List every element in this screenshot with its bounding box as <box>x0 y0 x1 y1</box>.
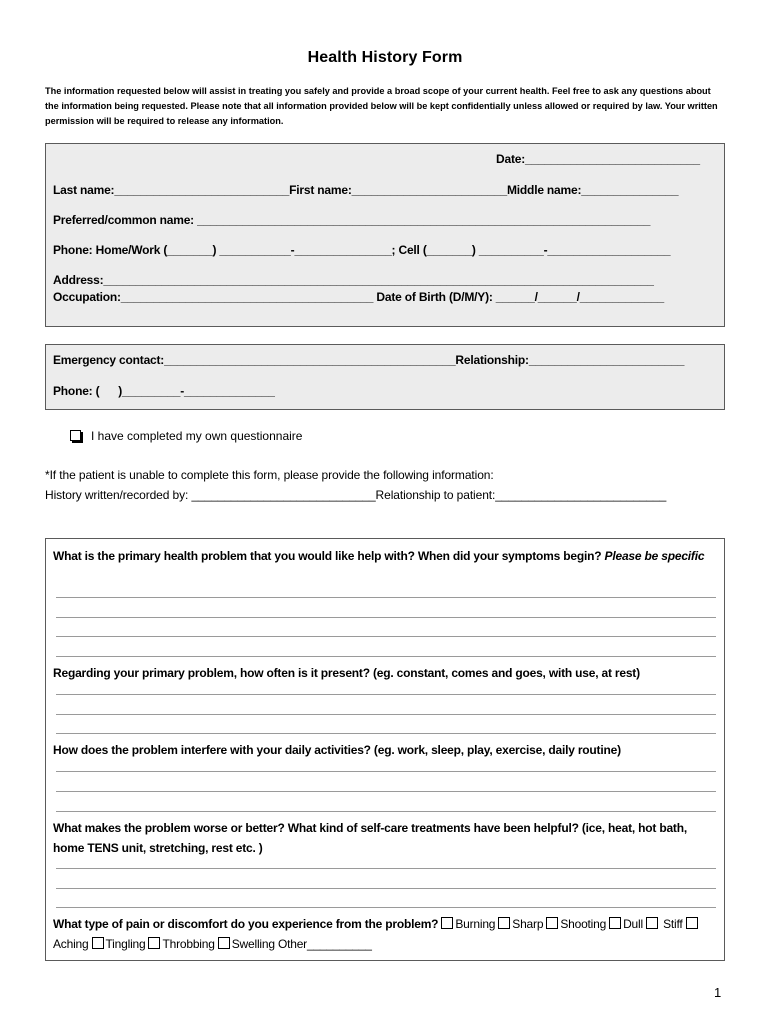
question-primary-problem: What is the primary health problem that you would like help with? When did your symptoms begin? Please be specific <box>53 549 705 563</box>
question-frequency: Regarding your primary problem, how often is it present? (eg. constant, comes and goes, with use, at rest) <box>53 666 640 680</box>
checkbox-icon[interactable] <box>70 430 81 441</box>
question-pain-type: What type of pain or discomfort do you experience from the problem? Burning Sharp Shooting Dull StiffAching Tingling Throbbing Swelling Other__________ <box>53 914 713 954</box>
emergency-contact-field[interactable]: Emergency contact:_____________________________________________Relationship:________________________ <box>53 353 685 367</box>
date-field[interactable]: Date:___________________________ <box>496 152 700 166</box>
question-daily-activities: How does the problem interfere with your daily activities? (eg. work, sleep, play, exercise, daily routine) <box>53 743 621 757</box>
checkbox-icon[interactable] <box>646 917 658 929</box>
checkbox-icon[interactable] <box>546 917 558 929</box>
pain-option: Dull <box>623 917 643 931</box>
occupation-dob-fields[interactable]: Occupation:_______________________________________ Date of Birth (D/M/Y): ______/______/_____________ <box>53 290 664 304</box>
intro-text: The information requested below will assist in treating you safely and provide a broad scope of your current health. Feel free to ask any questions about the information being requested. Please note that all information provided below will be kept confidentially unless allowed or required by law. Your written permission will be required to release any information. <box>45 86 718 126</box>
name-fields[interactable]: Last name:___________________________First name:________________________Middle name:_______________ <box>53 183 679 197</box>
pain-option: Throbbing <box>162 937 215 951</box>
pain-option: Sharp <box>512 917 544 931</box>
self-completed-label: I have completed my own questionnaire <box>91 429 303 443</box>
answer-line[interactable] <box>56 636 716 637</box>
answer-line[interactable] <box>56 656 716 657</box>
pain-option: Stiff <box>663 917 683 931</box>
answer-line[interactable] <box>56 597 716 598</box>
checkbox-icon[interactable] <box>148 937 160 949</box>
answer-line[interactable] <box>56 907 716 908</box>
phone-fields[interactable]: Phone: Home/Work (_______) ___________-_______________; Cell (_______) __________-___________________ <box>53 243 671 257</box>
answer-line[interactable] <box>56 888 716 889</box>
emergency-phone-field[interactable]: Phone: ( )_________-______________ <box>53 384 275 398</box>
checkbox-icon[interactable] <box>498 917 510 929</box>
answer-line[interactable] <box>56 771 716 772</box>
answer-line[interactable] <box>56 714 716 715</box>
pain-option: Burning <box>455 917 496 931</box>
checkbox-icon[interactable] <box>441 917 453 929</box>
answer-line[interactable] <box>56 791 716 792</box>
answer-line[interactable] <box>56 811 716 812</box>
checkbox-icon[interactable] <box>92 937 104 949</box>
answer-line[interactable] <box>56 733 716 734</box>
questions-section <box>45 538 725 961</box>
unable-note: *If the patient is unable to complete this form, please provide the following information: <box>45 468 494 482</box>
self-completed-row[interactable] <box>70 429 302 443</box>
checkbox-icon[interactable] <box>609 917 621 929</box>
preferred-name-field[interactable]: Preferred/common name: ______________________________________________________________________ <box>53 213 651 227</box>
question-worse-better: What makes the problem worse or better? What kind of self-care treatments have been helpful? (ice, heat, hot bath, home TENS unit, stretching, rest etc. ) <box>53 821 687 855</box>
emergency-contact-section <box>45 344 725 410</box>
patient-info-section <box>45 143 725 327</box>
pain-other-field[interactable]: Other__________ <box>277 937 372 951</box>
pain-option: Shooting <box>560 917 607 931</box>
answer-line[interactable] <box>56 868 716 869</box>
pain-option: Tingling <box>105 937 146 951</box>
pain-option: Aching <box>53 937 89 951</box>
recorded-by-field[interactable]: History written/recorded by: ____________________________Relationship to patient:__________________________ <box>45 488 667 502</box>
pain-option: Swelling <box>231 937 275 951</box>
address-field[interactable]: Address:_____________________________________________________________________________________ <box>53 273 654 287</box>
page-number: 1 <box>714 985 722 1000</box>
form-title: Health History Form <box>307 49 463 66</box>
answer-line[interactable] <box>56 617 716 618</box>
checkbox-icon[interactable] <box>218 937 230 949</box>
answer-line[interactable] <box>56 694 716 695</box>
checkbox-icon[interactable] <box>686 917 698 929</box>
